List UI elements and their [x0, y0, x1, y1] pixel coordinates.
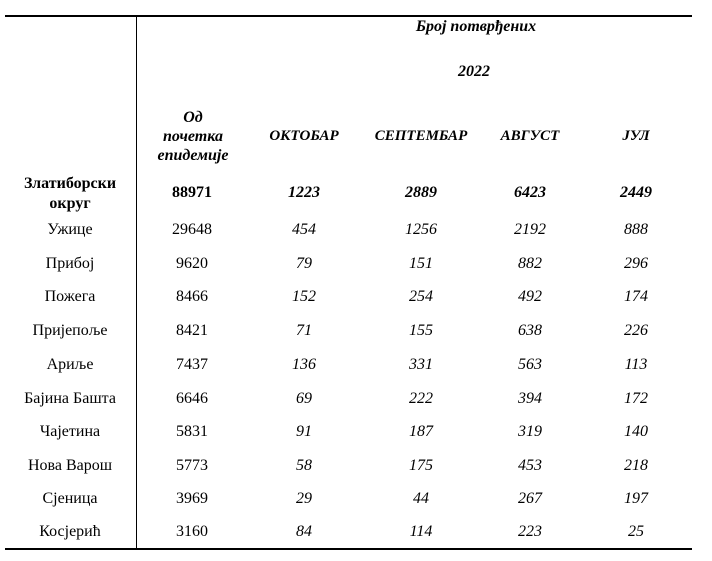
row-october: 1223 — [288, 184, 320, 201]
row-october: 454 — [292, 221, 316, 238]
row-july: 172 — [624, 390, 648, 407]
row-october: 29 — [296, 490, 312, 507]
row-july: 197 — [624, 490, 648, 507]
table-row — [0, 288, 712, 321]
row-august: 319 — [518, 423, 542, 440]
row-july: 140 — [624, 423, 648, 440]
row-name: Прибој — [45, 255, 95, 272]
row-september: 222 — [409, 390, 433, 407]
table-row — [0, 390, 712, 423]
table-row — [0, 423, 712, 456]
row-name: Нова Варош — [27, 457, 113, 474]
column-header-october: ОКТОБАР — [269, 128, 339, 144]
row-october: 79 — [296, 255, 312, 272]
row-name: Чајетина — [39, 423, 101, 440]
row-name-line: округ — [49, 195, 91, 212]
row-september: 1256 — [405, 221, 437, 238]
row-august: 2192 — [514, 221, 546, 238]
row-august: 882 — [518, 255, 542, 272]
row-july: 218 — [624, 457, 648, 474]
column-header-total-line: епидемије — [157, 147, 229, 164]
column-header-july: ЈУЛ — [622, 128, 650, 144]
row-september: 254 — [409, 288, 433, 305]
row-total: 88971 — [172, 184, 212, 201]
row-september: 114 — [409, 523, 433, 540]
row-name-line: Златиборски — [23, 175, 117, 192]
row-total: 9620 — [176, 255, 208, 272]
column-header-total — [146, 108, 240, 165]
row-september: 331 — [409, 356, 433, 373]
column-header-total-line: почетка — [163, 128, 223, 145]
row-july: 2449 — [620, 184, 652, 201]
row-total: 3969 — [176, 490, 208, 507]
row-name: Бајина Башта — [24, 390, 116, 407]
row-august: 563 — [518, 356, 542, 373]
row-july: 226 — [624, 322, 648, 339]
row-august: 492 — [518, 288, 542, 305]
table-row — [0, 221, 712, 254]
table-row-district — [0, 174, 712, 212]
row-july: 888 — [624, 221, 648, 238]
row-august: 223 — [518, 523, 542, 540]
row-total: 8421 — [176, 322, 208, 339]
group-header-year: 2022 — [458, 63, 490, 80]
row-total: 3160 — [176, 523, 208, 540]
row-total: 6646 — [176, 390, 208, 407]
row-october: 71 — [296, 322, 312, 339]
row-september: 187 — [409, 423, 433, 440]
group-header-title: Број потврђених — [415, 18, 537, 35]
row-name — [6, 174, 134, 214]
table-row — [0, 255, 712, 288]
row-october: 84 — [296, 523, 312, 540]
row-name: Сјеница — [42, 490, 98, 507]
column-header-september: СЕПТЕМБАР — [374, 128, 468, 144]
table-row — [0, 356, 712, 389]
row-october: 91 — [296, 423, 312, 440]
row-july: 296 — [624, 255, 648, 272]
row-name: Пожега — [44, 288, 96, 305]
column-header-august: АВГУСТ — [500, 128, 560, 144]
row-total: 7437 — [176, 356, 208, 373]
row-july: 25 — [628, 523, 644, 540]
row-august: 453 — [518, 457, 542, 474]
table-row — [0, 457, 712, 490]
row-total: 29648 — [172, 221, 212, 238]
row-october: 152 — [292, 288, 316, 305]
row-name: Косјерић — [39, 523, 101, 540]
column-header-total-line: Од — [183, 109, 203, 126]
row-total: 5831 — [176, 423, 208, 440]
row-july: 113 — [624, 356, 648, 373]
row-october: 58 — [296, 457, 312, 474]
row-october: 69 — [296, 390, 312, 407]
row-october: 136 — [292, 356, 316, 373]
table-top-rule — [5, 15, 692, 17]
row-august: 267 — [518, 490, 542, 507]
row-total: 5773 — [176, 457, 208, 474]
row-august: 638 — [518, 322, 542, 339]
row-september: 155 — [409, 322, 433, 339]
row-september: 151 — [409, 255, 433, 272]
row-total: 8466 — [176, 288, 208, 305]
table-row — [0, 523, 712, 556]
row-july: 174 — [624, 288, 648, 305]
row-name: Ариље — [46, 356, 94, 373]
row-september: 2889 — [405, 184, 437, 201]
row-september: 175 — [409, 457, 433, 474]
row-august: 394 — [518, 390, 542, 407]
table-row — [0, 322, 712, 355]
row-august: 6423 — [514, 184, 546, 201]
row-name: Ужице — [47, 221, 93, 238]
row-september: 44 — [413, 490, 429, 507]
row-name: Пријепоље — [32, 322, 108, 339]
table-row — [0, 490, 712, 523]
